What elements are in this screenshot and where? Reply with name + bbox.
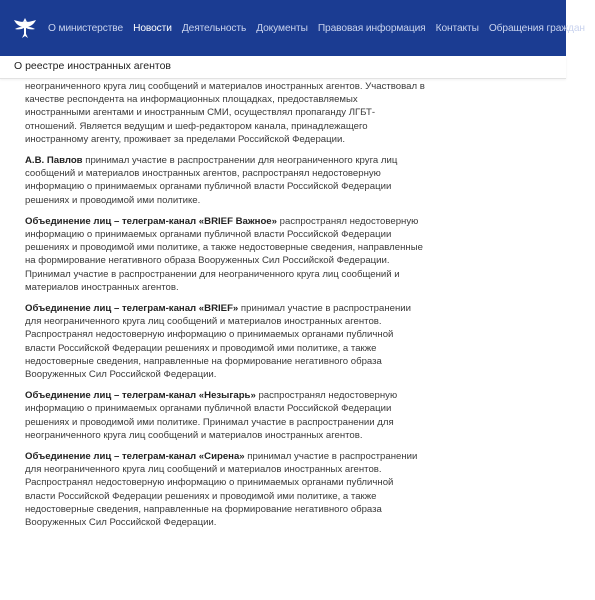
paragraph-subject: Объединение лиц – телеграм-канал «Сирена» bbox=[25, 451, 245, 463]
article-paragraph bbox=[25, 302, 425, 381]
article-paragraph bbox=[25, 389, 425, 442]
nav-item-ministry[interactable]: О министерстве bbox=[48, 22, 124, 34]
nav-item-news[interactable]: Новости bbox=[133, 22, 172, 34]
top-navigation-bar bbox=[0, 0, 585, 56]
nav-item-citizen-appeals[interactable]: Обращения граждан bbox=[488, 22, 585, 34]
paragraph-subject: Объединение лиц – телеграм-канал «BRIEF Важное» bbox=[25, 215, 277, 227]
paragraph-text: принимал участие в распространении для неограниченного круга лиц сообщений и материалов иностранных агентов, распространял недостоверную информацию о принимаемых органами публичной власти Российской Федерации решениях и проводимой ими политике. bbox=[25, 155, 398, 206]
paragraph-subject: Объединение лиц – телеграм-канал «Незыгарь» bbox=[25, 390, 256, 402]
paragraph-text: распространял недостоверную информацию о принимаемых органами публичной власти Российской Федерации решениях и проводимой ими политике, а также недостоверные сведения, направленные на формирование негативного образа Вооруженных Сил Российской Федерации. Принимал участие в распространении для неограниченного круга лиц сообщений и материалов иностранных агентов. bbox=[25, 215, 423, 293]
paragraph-subject: Объединение лиц – телеграм-канал «BRIEF» bbox=[25, 303, 239, 315]
paragraph-text: принимал участие в распространении для неограниченного круга лиц сообщений и материалов иностранных агентов. Распространял недостоверную информацию о принимаемых органами публичной власти Российской Федерации решениях и проводимой ими политике, а также недостоверные сведения, направленные на формирование негативного образа Вооруженных Сил Российской Федерации. bbox=[25, 451, 418, 529]
paragraph-text: неограниченного круга лиц сообщений и материалов иностранных агентов. Участвовал в качестве респондента на информационных площадках, предоставляемых иностранными агентами и иностранным СМИ, осуществлял пропаганду ЛГБТ-отношений. Является ведущим и шеф-редактором канала, принадлежащего иностранному агенту, проживает за пределами Российской Федерации. bbox=[25, 81, 425, 145]
paragraph-text: распространял недостоверную информацию о принимаемых органами публичной власти Российской Федерации решениях и проводимой ими политике. Принимал участие в распространении для неограниченного круга лиц сообщений и материалов иностранных агентов. bbox=[25, 390, 398, 441]
nav-item-contacts[interactable]: Контакты bbox=[435, 22, 479, 34]
article-body bbox=[25, 80, 425, 537]
article-paragraph bbox=[25, 80, 425, 146]
article-paragraph bbox=[25, 215, 425, 294]
paragraph-text: принимал участие в распространении для неограниченного круга лиц сообщений и материалов иностранных агентов. Распространял недостоверную информацию о принимаемых органами публичной власти Российской Федерации решениях и проводимой ими политике, а также недостоверные сведения, направленные на формирование негативного образа Вооруженных Сил Российской Федерации. bbox=[25, 303, 411, 381]
page-subheader bbox=[0, 56, 566, 79]
main-menu bbox=[48, 23, 595, 34]
nav-item-legal-info[interactable]: Правовая информация bbox=[317, 22, 426, 34]
page-title: О реестре иностранных агентов bbox=[14, 60, 171, 72]
nav-item-activity[interactable]: Деятельность bbox=[181, 22, 247, 34]
nav-item-documents[interactable]: Документы bbox=[256, 22, 308, 34]
eagle-emblem-icon[interactable] bbox=[12, 15, 38, 41]
paragraph-subject: А.В. Павлов bbox=[25, 155, 83, 167]
article-paragraph bbox=[25, 154, 425, 207]
article-paragraph bbox=[25, 450, 425, 529]
